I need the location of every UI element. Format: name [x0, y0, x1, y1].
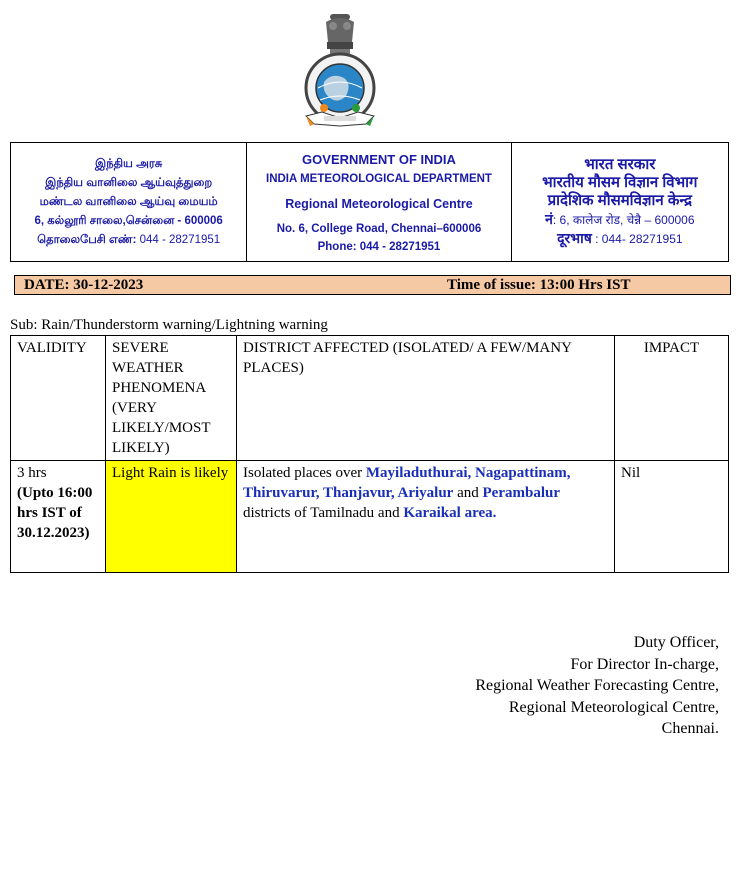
- tamil-phone-number: 044 - 28271951: [139, 233, 221, 246]
- phenomena-cell: Light Rain is likely: [106, 461, 237, 573]
- tamil-header: [11, 143, 247, 261]
- hindi-phone: [557, 229, 682, 248]
- issue-date: DATE: 30-12-2023: [24, 277, 144, 293]
- english-line3: Regional Meteorological Centre: [285, 196, 473, 211]
- table-row: [11, 461, 729, 573]
- signature-line4: Regional Meteorological Centre,: [508, 698, 719, 716]
- hindi-line4-prefix: नं: [545, 211, 553, 227]
- hindi-line4-rest: : 6, कालेज रोड, चेन्नै – 600006: [552, 213, 695, 227]
- district-intro: Isolated places over: [243, 465, 366, 481]
- impact-cell: Nil: [615, 461, 729, 573]
- table-header-row: [11, 336, 729, 461]
- hindi-header: [512, 143, 728, 261]
- district-mid: districts of Tamilnadu and: [243, 505, 404, 521]
- signature-line5: Chennai.: [661, 720, 719, 737]
- tamil-phone-label: தொலைபேசி எண்:: [37, 233, 137, 246]
- english-line4: No. 6, College Road, Chennai–600006: [276, 222, 482, 235]
- hindi-phone-number: : 044- 28271951: [591, 232, 683, 246]
- subject-line: Sub: Rain/Thunderstorm warning/Lightning warning: [10, 317, 328, 333]
- english-line1: GOVERNMENT OF INDIA: [302, 151, 456, 167]
- tamil-phone: [37, 231, 220, 250]
- hindi-line2: भारतीय मौसम विज्ञान विभाग: [542, 174, 698, 191]
- signature-line1: Duty Officer,: [633, 634, 719, 651]
- time-of-issue: Time of issue: 13:00 Hrs IST: [447, 277, 631, 293]
- signature-line2: For Director In-charge,: [570, 655, 719, 673]
- header-impact: IMPACT: [615, 336, 729, 461]
- district-names-2: Perambalur: [482, 485, 560, 501]
- english-line5: Phone: 044 - 28271951: [317, 240, 441, 253]
- english-header: [247, 143, 511, 261]
- department-header-box: [10, 142, 729, 262]
- district-names-3: Karaikal area.: [403, 505, 497, 521]
- tamil-line3: மண்டல வானிலை ஆய்வு மையம்: [39, 195, 218, 208]
- header-district: DISTRICT AFFECTED (ISOLATED/ A FEW/MANY PLACES): [237, 336, 615, 461]
- header-phenomena: SEVERE WEATHER PHENOMENA (VERY LIKELY/MOST LIKELY): [106, 336, 237, 461]
- hindi-line3: प्रादेशिक मौसमविज्ञान केन्द्र: [547, 192, 693, 209]
- globe-seal-icon: [306, 54, 374, 122]
- district-cell: [237, 461, 615, 573]
- hindi-phone-label: दूरभाष: [557, 230, 592, 246]
- warning-table: [10, 335, 729, 573]
- header-validity: VALIDITY: [11, 336, 106, 461]
- district-names-1: Mayiladuthurai, Nagapattinam, Thiruvarur, Thanjavur, Ariyalur: [243, 465, 571, 501]
- signature-block: [475, 632, 719, 740]
- hindi-line4: [545, 210, 694, 229]
- imd-emblem-logo: [300, 12, 380, 128]
- date-bar: [14, 275, 731, 295]
- validity-detail: (Upto 16:00 hrs IST of 30.12.2023): [17, 485, 93, 541]
- tamil-line4: 6, கல்லூரி சாலை,சென்னை - 600006: [34, 214, 223, 227]
- validity-main: 3 hrs: [17, 465, 47, 481]
- validity-cell: [11, 461, 106, 573]
- tamil-line1: இந்திய அரசு: [95, 157, 163, 170]
- english-line2: INDIA METEOROLOGICAL DEPARTMENT: [266, 172, 492, 185]
- lion-capital-icon: [326, 14, 354, 54]
- district-and: and: [453, 485, 483, 501]
- hindi-line1: भारत सरकार: [584, 156, 656, 173]
- tamil-line2: இந்திய வானிலை ஆய்வுத்துறை: [45, 176, 213, 189]
- signature-line3: Regional Weather Forecasting Centre,: [475, 677, 719, 694]
